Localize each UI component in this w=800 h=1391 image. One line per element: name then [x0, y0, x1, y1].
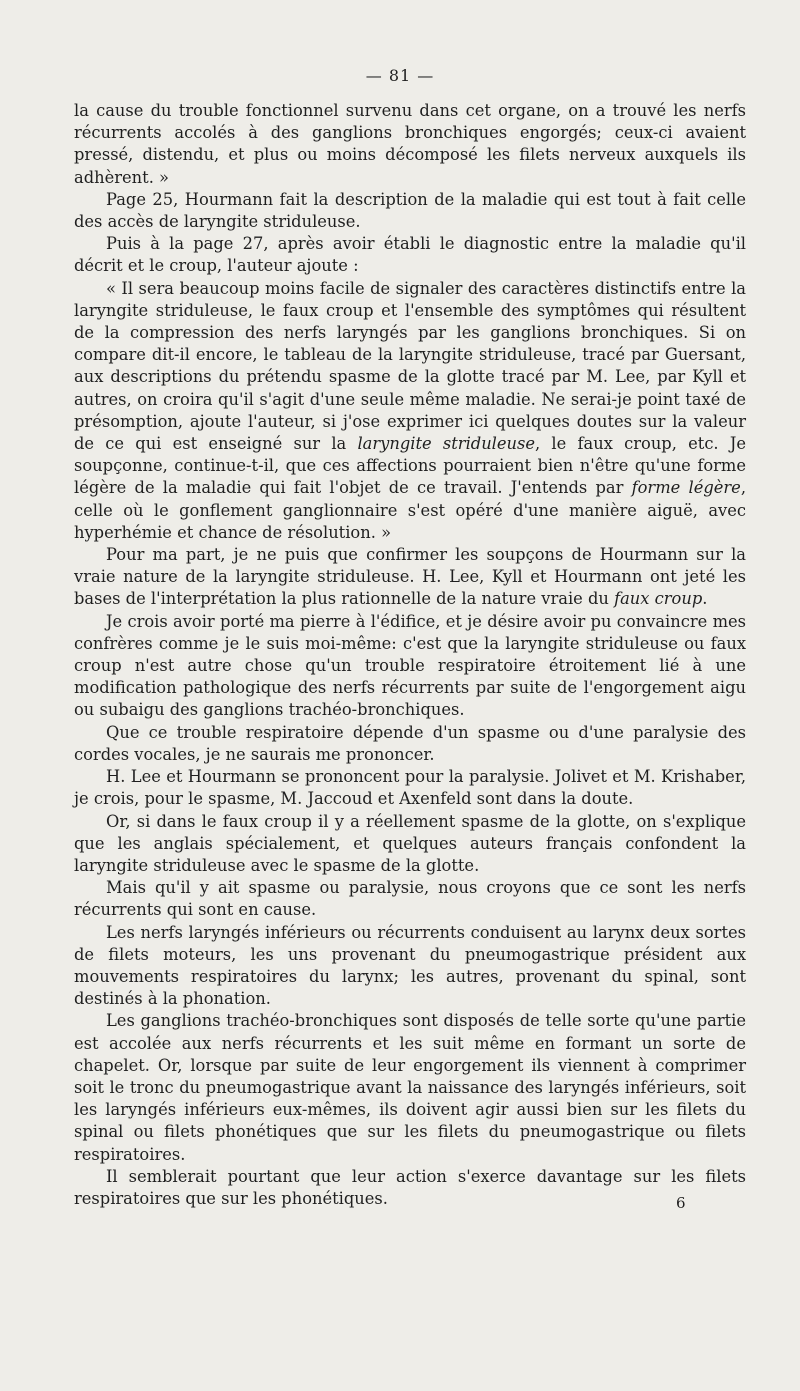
text-segment: Il semblerait pourtant que leur action s'exerce davantage sur les filets respiratoires que sur les phonétiques.: [74, 1166, 746, 1208]
text-segment: la cause du trouble fonctionnel survenu dans cet organe, on a trouvé les nerfs récurrents accolés à des ganglions bronchiques engorgés; ceux-ci avaient pressé, distendu, et plus ou moins décomposé les filets nerveux auxquels ils adhèrent. »: [74, 101, 746, 187]
paragraph: [74, 766, 746, 810]
paragraph: [74, 811, 746, 878]
paragraph: [74, 922, 746, 1011]
paragraph: [74, 233, 746, 277]
signature-mark: 6: [676, 1194, 686, 1212]
text-segment: Puis à la page 27, après avoir établi le diagnostic entre la maladie qu'il décrit et le croup, l'auteur ajoute :: [74, 234, 746, 276]
text-segment: Mais qu'il y ait spasme ou paralysie, nous croyons que ce sont les nerfs récurrents qui sont en cause.: [74, 878, 746, 920]
italic-text: forme légère: [631, 478, 741, 498]
page-number: — 81 —: [365, 66, 435, 85]
text-segment: Pour ma part, je ne puis que confirmer les soupçons de Hourmann sur la vraie nature de la laryngite striduleuse. H. Lee, Kyll et Hourmann ont jeté les bases de l'interprétation la plus rationnelle de la nature vraie du: [74, 545, 746, 609]
text-segment: .: [702, 589, 708, 609]
text-segment: Page 25, Hourmann fait la description de la maladie qui est tout à fait celle des accès de laryngite striduleuse.: [74, 189, 746, 232]
paragraph: [74, 278, 746, 544]
paragraph: [74, 100, 746, 189]
text-segment: Je crois avoir porté ma pierre à l'édifice, et je désire avoir pu convaincre mes confrères comme je le suis moi-même: c'est que la laryngite striduleuse ou faux croup n'est autre chose qu'un trouble respiratoire étroitement lié à une modification pathologique des nerfs récurrents par suite de l'engorgement aigu ou subaigu des ganglions trachéo-bronchiques.: [74, 611, 746, 720]
paragraph: [74, 1010, 746, 1165]
text-segment: « Il sera beaucoup moins facile de signaler des caractères distinctifs entre la laryngite striduleuse, le faux croup et l'ensemble des symptômes qui résultent de la compression des nerfs laryngés par les ganglions bronchiques. Si on compare dit-il encore, le tableau de la laryngite striduleuse, tracé par Guersant, aux descriptions du prétendu spasme de la glotte tracé par M. Lee, par Kyll et autres, on croira qu'il s'agit d'une seule même maladie. Ne serai-je point taxé de présomption, ajoute l'auteur, si j'ose exprimer ici quelques doutes sur la valeur de ce qui est enseigné sur la: [74, 278, 746, 454]
text-segment: Or, si dans le faux croup il y a réellement spasme de la glotte, on s'explique que les anglais spécialement, et quelques auteurs français confondent la laryngite striduleuse avec le spasme de la glotte.: [74, 811, 746, 875]
text-segment: H. Lee et Hourmann se prononcent pour la paralysie. Jolivet et M. Krishaber, je crois, pour le spasme, M. Jaccoud et Axenfeld sont dans la doute.: [74, 767, 746, 809]
paragraph: [74, 611, 746, 722]
text-segment: Les ganglions trachéo-bronchiques sont disposés de telle sorte qu'une partie est accolée aux nerfs récurrents et les suit même en formant un sorte de chapelet. Or, lorsque par suite de leur engorgement ils viennent à comprimer soit le tronc du pneumogastrique avant la naissance des laryngés inférieurs, soit les laryngés inférieurs eux-mêmes, ils doivent agir aussi bien sur les filets du spinal ou filets phonétiques que sur les filets du pneumogastrique ou filets respiratoires.: [74, 1011, 746, 1164]
text-segment: Que ce trouble respiratoire dépende d'un spasme ou d'une paralysie des cordes vocales, je ne saurais me prononcer.: [74, 722, 746, 764]
body-text: [74, 100, 746, 1210]
text-segment: , le faux croup, etc. Je soupçonne, continue-t-il, que ces affections pourraient bien n'être qu'une forme légère de la maladie qui fait l'objet de ce travail. J'entends par: [74, 434, 747, 498]
paragraph: [74, 877, 746, 921]
paragraph: [74, 1166, 746, 1210]
text-segment: Les nerfs laryngés inférieurs ou récurrents conduisent au larynx deux sortes de filets moteurs, les uns provenant du pneumogastrique président aux mouvements respiratoires du larynx; les autres, provenant du spinal, sont destinés à la phonation.: [74, 922, 746, 1009]
paragraph: [74, 544, 746, 611]
italic-text: faux croup: [614, 589, 703, 609]
italic-text: laryngite striduleuse: [357, 434, 536, 454]
text-segment: , celle où le gonflement ganglionnaire s'est opéré d'une manière aiguë, avec hyperhémie et chance de résolution. »: [74, 478, 747, 542]
paragraph: [74, 722, 746, 766]
paragraph: [74, 189, 746, 233]
